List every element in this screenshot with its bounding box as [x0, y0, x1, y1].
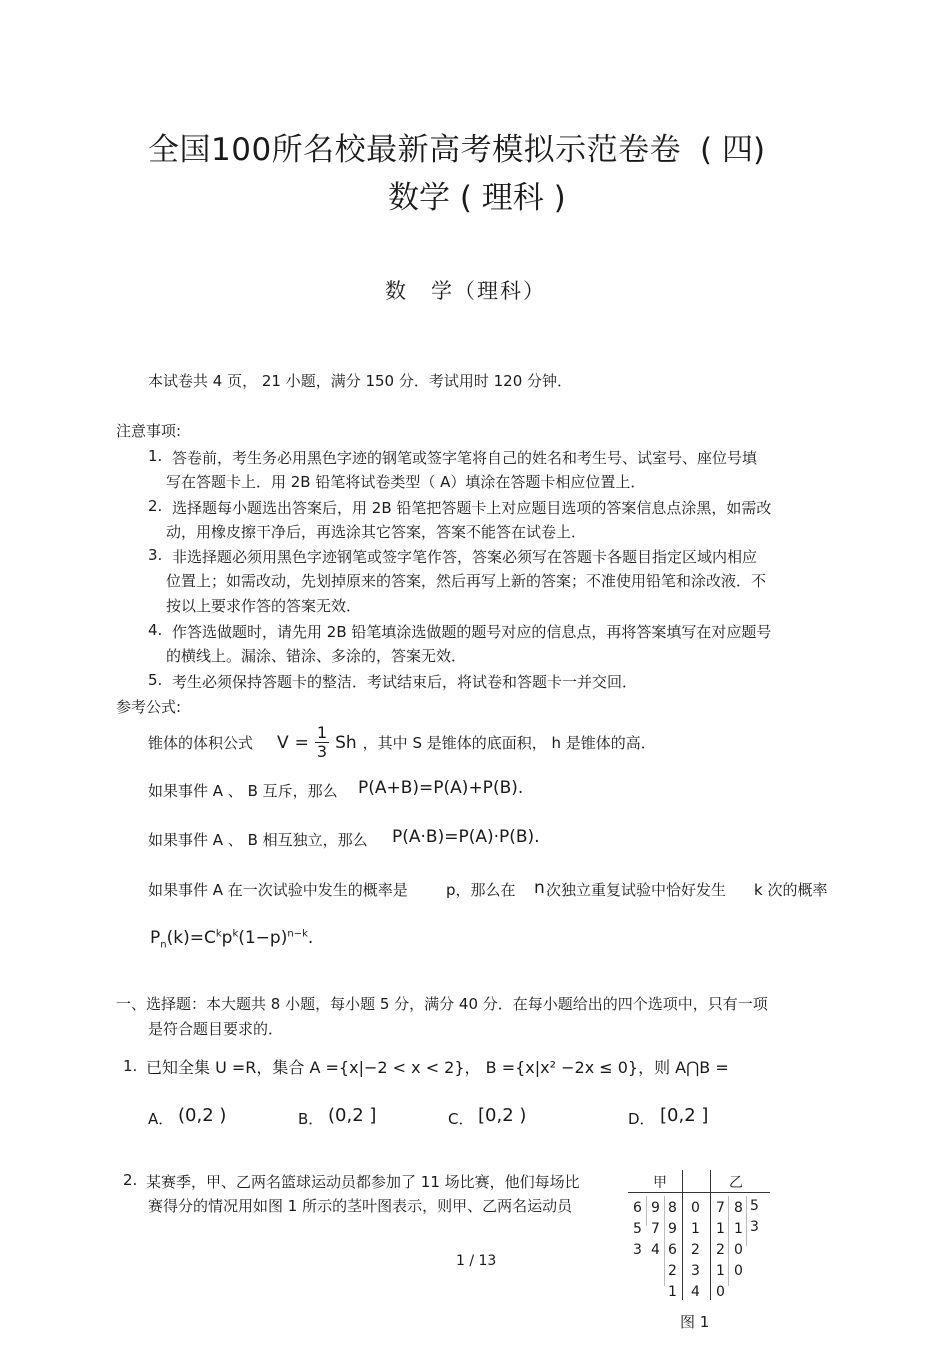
stem-leaf-grid-line [646, 1196, 647, 1226]
formulas-heading: 参考公式: [116, 698, 182, 716]
bern-part2: p [221, 928, 233, 948]
formula-indep-prefix: 如果事件 A 、 B 相互独立，那么 [148, 831, 368, 849]
note-1-num: 1. [148, 447, 163, 465]
formula-mutex-prefix: 如果事件 A 、 B 互斥，那么 [148, 782, 338, 800]
note-3-line-2: 位置上；如需改动，先划掉原来的答案，然后再写上新的答案；不准使用铅笔和涂改液．不 [166, 572, 767, 590]
formula-bern-prefix: 如果事件 A 在一次试验中发生的概率是 [148, 881, 408, 899]
right-leaf: 1 [716, 1221, 725, 1237]
note-3-num: 3. [148, 546, 163, 564]
left-leaf: 9 [668, 1221, 677, 1237]
q1-option-c-label: C． [448, 1110, 474, 1128]
formula-cone-num: 1 [316, 723, 328, 742]
right-leaf: 1 [716, 1263, 725, 1279]
bern-part1: (k)=C [166, 928, 216, 948]
stem-value: 4 [691, 1284, 700, 1300]
stem-value: 0 [691, 1200, 700, 1216]
right-leaf: 7 [716, 1200, 725, 1216]
left-leaf: 8 [668, 1200, 677, 1216]
formula-bern-p: p，那么在 [446, 881, 516, 899]
note-5-num: 5. [148, 671, 163, 689]
intro-text: 本试卷共 4 页， 21 小题，满分 150 分．考试用时 120 分钟． [148, 372, 573, 390]
formula-cone-row [148, 724, 656, 761]
right-leaf: 2 [716, 1242, 725, 1258]
formula-bernoulli [150, 928, 313, 950]
page-title: 全国100所名校最新高考模拟示范卷卷 [148, 132, 682, 168]
formula-mutex: P(A+B)=P(A)+P(B). [358, 778, 524, 798]
stem-leaf-left-divider [682, 1170, 683, 1300]
figure-caption: 图 1 [680, 1313, 710, 1331]
note-2-num: 2. [148, 497, 163, 515]
section1-line2: 是符合题目要求的． [148, 1020, 284, 1038]
page-title-suffix: ( 四) [700, 132, 766, 168]
bern-P: P [150, 928, 161, 948]
q1-option-d-value: [0,2 ] [660, 1105, 709, 1126]
right-leaf: 0 [716, 1284, 725, 1300]
section1-line1: 一、选择题：本大题共 8 小题，每小题 5 分，满分 40 分．在每小题给出的四个选项中，只有一项 [116, 995, 768, 1013]
right-leaf: 3 [750, 1219, 759, 1235]
stem-leaf-header-right: 乙 [729, 1175, 743, 1191]
stem-value: 2 [691, 1242, 700, 1258]
q1-option-d-label: D． [628, 1110, 655, 1128]
formula-cone-eq: = [294, 732, 309, 753]
bern-part3: (1−p) [238, 928, 288, 948]
left-leaf: 2 [668, 1263, 677, 1279]
q2-number: 2. [123, 1171, 138, 1189]
left-leaf: 9 [651, 1200, 660, 1216]
note-1-line-1: 答卷前，考生务必用黑色字迹的钢笔或签字笔将自己的姓名和考生号、试室号、座位号填 [172, 449, 758, 467]
note-3-line-3: 按以上要求作答的答案无效． [166, 597, 362, 615]
q1-option-a-label: A． [148, 1110, 174, 1128]
q1-text: 已知全集 U =R，集合 A ={x|−2 < x < 2}， B ={x|x² −2x ≤ 0}，则 A⋂B = [146, 1058, 729, 1077]
stem-value: 1 [691, 1221, 700, 1237]
formula-cone-prefix: 锥体的体积公式 [148, 734, 254, 752]
right-leaf: 5 [750, 1198, 759, 1214]
stem-leaf-grid-line [664, 1196, 665, 1286]
left-leaf: 1 [668, 1284, 677, 1300]
note-3-line-1: 非选择题必须用黑色字迹钢笔或签字笔作答，答案必须写在答题卡各题目指定区域内相应 [172, 548, 758, 566]
note-2-line-2: 动，用橡皮擦干净后，再选涂其它答案，答案不能答在试卷上． [166, 523, 587, 541]
left-leaf: 5 [633, 1221, 642, 1237]
notes-heading: 注意事项: [116, 422, 182, 440]
bern-sup-nk: n−k [287, 928, 308, 940]
stem-leaf-grid-line [728, 1196, 729, 1286]
right-leaf: 0 [734, 1263, 743, 1279]
right-leaf: 0 [734, 1242, 743, 1258]
formula-indep: P(A·B)=P(A)·P(B). [392, 827, 540, 847]
q1-option-c-value: [0,2 ) [478, 1105, 527, 1126]
right-leaf: 1 [734, 1221, 743, 1237]
stem-leaf-header-rule [628, 1192, 770, 1193]
note-4-line-2: 的横线上。漏涂、错涂、多涂的，答案无效． [166, 647, 467, 665]
page-number: 1 / 13 [456, 1253, 497, 1269]
stem-leaf-grid-line [746, 1196, 747, 1246]
note-1-line-2: 写在答题卡上．用 2B 铅笔将试卷类型（ A）填涂在答题卡相应位置上． [166, 473, 646, 491]
note-4-num: 4. [148, 621, 163, 639]
bern-sup-k2: k [232, 928, 239, 940]
q1-option-b-label: B． [298, 1110, 324, 1128]
stem-value: 3 [691, 1263, 700, 1279]
note-5-line-1: 考生必须保持答题卡的整洁．考试结束后，将试卷和答题卡一并交回． [172, 673, 638, 691]
page-subtitle: 数 学（理科） [385, 279, 546, 303]
q1-number: 1. [123, 1057, 138, 1075]
stem-leaf-plot [628, 1168, 773, 1303]
q1-option-b-value: (0,2 ] [328, 1105, 377, 1126]
q2-line2: 赛得分的情况用如图 1 所示的茎叶图表示，则甲、乙两名运动员 [148, 1197, 573, 1215]
stem-leaf-right-divider [710, 1170, 711, 1300]
page-subtitle-main: 数学 ( 理科 ) [388, 180, 566, 216]
formula-cone-fraction [315, 724, 329, 761]
bern-sub-n: n [160, 939, 167, 951]
bern-end: . [307, 928, 314, 948]
bern-sup-k: k [215, 928, 222, 940]
note-4-line-1: 作答选做题时，请先用 2B 铅笔填涂选做题的题号对应的信息点，再将答案填写在对应题号 [172, 623, 772, 641]
note-2-line-1: 选择题每小题选出答案后，用 2B 铅笔把答题卡上对应题目选项的答案信息点涂黑，如需改 [172, 499, 772, 517]
q1-option-a-value: (0,2 ) [178, 1105, 227, 1126]
left-leaf: 6 [633, 1200, 642, 1216]
left-leaf: 7 [651, 1221, 660, 1237]
formula-cone-Sh: Sh [335, 732, 357, 753]
q2-line1: 某赛季，甲、乙两名篮球运动员都参加了 11 场比赛，他们每场比 [146, 1173, 580, 1191]
formula-bern-mid: 次独立重复试验中恰好发生 [546, 881, 727, 899]
left-leaf: 3 [633, 1242, 642, 1258]
left-leaf: 6 [668, 1242, 677, 1258]
formula-cone-suffix: ，其中 S 是锥体的底面积， h 是锥体的高． [362, 734, 656, 752]
stem-leaf-header-left: 甲 [653, 1175, 667, 1191]
left-leaf: 4 [651, 1242, 660, 1258]
formula-cone-den: 3 [316, 742, 328, 761]
formula-bern-n: n [534, 878, 545, 898]
formula-cone-V: V [277, 732, 289, 753]
right-leaf: 8 [734, 1200, 743, 1216]
formula-bern-k: k 次的概率 [754, 881, 828, 899]
